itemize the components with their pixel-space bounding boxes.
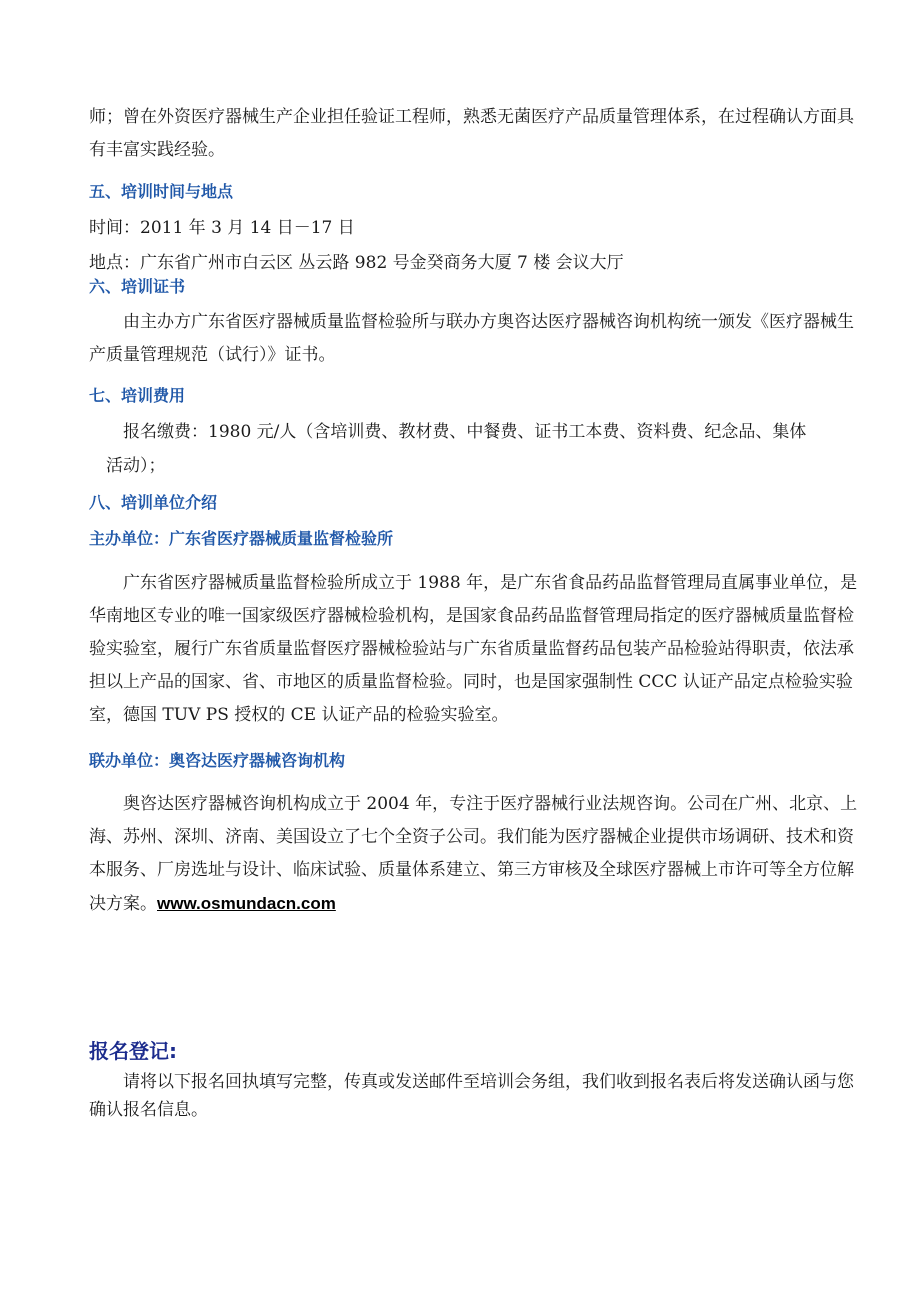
intro-paragraph: 师；曾在外资医疗器械生产企业担任验证工程师，熟悉无菌医疗产品质量管理体系，在过程确认方面具有丰富实践经验。: [89, 107, 854, 160]
fee-line-2: 活动）；: [106, 456, 166, 476]
registration-paragraph: 请将以下报名回执填写完整，传真或发送邮件至培训会务组，我们收到报名表后将发送确认函与您确认报名信息。: [89, 1072, 854, 1120]
fee-line-1: 报名缴费：1980 元/人（含培训费、教材费、中餐费、证书工本费、资料费、纪念品、集体: [123, 422, 807, 442]
section6-heading: 六、培训证书: [89, 277, 186, 296]
co-unit-text: 奥咨达医疗器械咨询机构成立于 2004 年，专注于医疗器械行业法规咨询。公司在广州、北京、上海、苏州、深圳、济南、美国设立了七个全资子公司。我们能为医疗器械企业提供市场调研、技术和资本服务、厂房选址与设计、临床试验、质量体系建立、第三方审核及全球医疗器械上市许可等全方位解决方案。: [89, 794, 858, 914]
registration-heading: 报名登记:: [89, 1039, 177, 1063]
co-unit-paragraph: [89, 788, 869, 921]
certificate-paragraph: 由主办方广东省医疗器械质量监督检验所与联办方奥咨达医疗器械咨询机构统一颁发《医疗器械生产质量管理规范（试行）》证书。: [89, 312, 854, 365]
training-place: 地点：广东省广州市白云区 丛云路 982 号金癸商务大厦 7 楼 会议大厅: [89, 253, 624, 273]
section8-heading: 八、培训单位介绍: [89, 493, 218, 512]
host-unit-heading: 主办单位：广东省医疗器械质量监督检验所: [89, 529, 394, 548]
training-time: 时间：2011 年 3 月 14 日－17 日: [89, 218, 355, 238]
website-link[interactable]: www.osmundacn.com: [157, 894, 336, 913]
section5-heading: 五、培训时间与地点: [89, 182, 234, 201]
co-unit-heading: 联办单位：奥咨达医疗器械咨询机构: [89, 751, 346, 770]
section7-heading: 七、培训费用: [89, 386, 186, 405]
host-unit-paragraph: 广东省医疗器械质量监督检验所成立于 1988 年，是广东省食品药品监督管理局直属事业单位，是华南地区专业的唯一国家级医疗器械检验机构，是国家食品药品监督管理局指定的医疗器械质量监督检验实验室，履行广东省质量监督医疗器械检验站与广东省质量监督药品包装产品检验站得职责，依法承担以上产品的国家、省、市地区的质量监督检验。同时，也是国家强制性 CCC 认证产品定点检验实验室，德国 TUV PS 授权的 CE 认证产品的检验实验室。: [89, 573, 858, 725]
